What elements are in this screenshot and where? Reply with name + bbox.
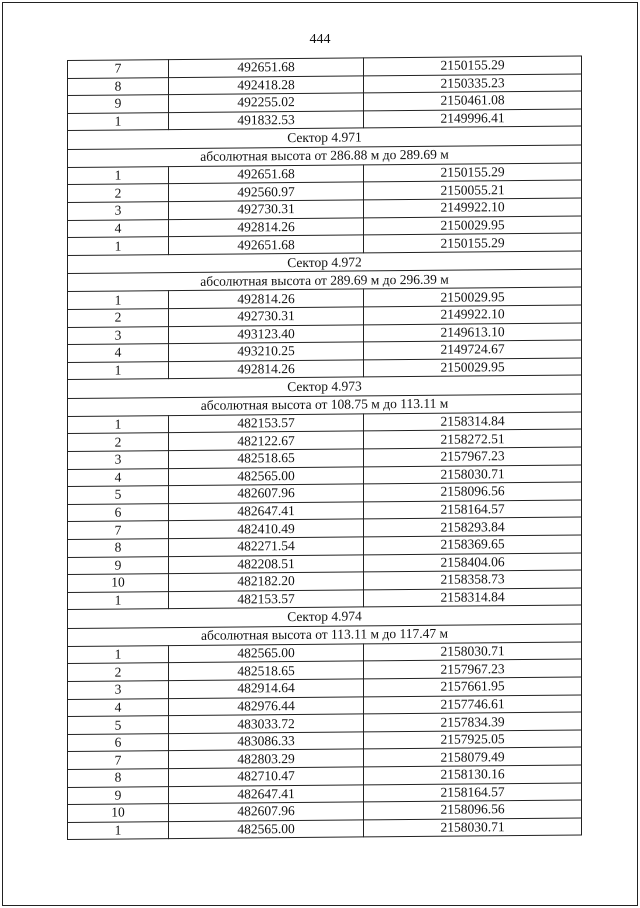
point-number-cell: 7	[68, 60, 169, 78]
point-number-cell: 1	[68, 237, 169, 255]
y-coordinate-cell: 2158030.71	[364, 642, 582, 661]
point-number-cell: 1	[68, 645, 169, 663]
point-number-cell: 1	[68, 821, 169, 839]
x-coordinate-cell: 482153.57	[169, 414, 364, 433]
x-coordinate-cell: 482153.57	[169, 590, 364, 609]
y-coordinate-cell: 2149724.67	[364, 340, 582, 359]
point-number-cell: 9	[68, 556, 169, 574]
y-coordinate-cell: 2157661.95	[364, 677, 582, 696]
x-coordinate-cell: 482647.41	[169, 785, 364, 804]
x-coordinate-cell: 482647.41	[169, 502, 364, 521]
x-coordinate-cell: 482710.47	[169, 767, 364, 786]
y-coordinate-cell: 2150461.08	[364, 91, 582, 110]
point-number-cell: 1	[68, 415, 169, 433]
x-coordinate-cell: 482607.96	[169, 484, 364, 503]
y-coordinate-cell: 2150155.29	[364, 233, 582, 252]
x-coordinate-cell: 482182.20	[169, 572, 364, 591]
x-coordinate-cell: 482565.00	[169, 644, 364, 663]
y-coordinate-cell: 2157746.61	[364, 695, 582, 714]
sector-altitude: абсолютная высота от 286.88 м до 289.69 м	[68, 145, 582, 167]
point-number-cell: 5	[68, 716, 169, 734]
y-coordinate-cell: 2150029.95	[364, 287, 582, 306]
y-coordinate-cell: 2149922.10	[364, 305, 582, 324]
y-coordinate-cell: 2157925.05	[364, 730, 582, 749]
x-coordinate-cell: 483033.72	[169, 714, 364, 733]
point-number-cell: 3	[68, 202, 169, 220]
point-number-cell: 10	[68, 574, 169, 592]
sector-altitude: абсолютная высота от 289.69 м до 296.39 м	[68, 269, 582, 291]
x-coordinate-cell: 482607.96	[169, 802, 364, 821]
y-coordinate-cell: 2158272.51	[364, 429, 582, 448]
y-coordinate-cell: 2158096.56	[364, 800, 582, 819]
point-number-cell: 6	[68, 503, 169, 521]
x-coordinate-cell: 492730.31	[169, 307, 364, 326]
point-number-cell: 2	[68, 433, 169, 451]
y-coordinate-cell: 2158096.56	[364, 482, 582, 501]
x-coordinate-cell: 492814.26	[169, 360, 364, 379]
y-coordinate-cell: 2158164.57	[364, 500, 582, 519]
x-coordinate-cell: 482122.67	[169, 431, 364, 450]
x-coordinate-cell: 482410.49	[169, 519, 364, 538]
y-coordinate-cell: 2149922.10	[364, 198, 582, 217]
point-number-cell: 8	[68, 539, 169, 557]
table-row	[68, 818, 582, 840]
point-number-cell: 2	[68, 184, 169, 202]
point-number-cell: 1	[68, 591, 169, 609]
x-coordinate-cell: 482803.29	[169, 749, 364, 768]
point-number-cell: 1	[68, 291, 169, 309]
y-coordinate-cell: 2149613.10	[364, 323, 582, 342]
sector-title: Сектор 4.973	[68, 375, 582, 398]
x-coordinate-cell: 493210.25	[169, 342, 364, 361]
point-number-cell: 3	[68, 326, 169, 344]
point-number-cell: 6	[68, 733, 169, 751]
point-number-cell: 1	[68, 361, 169, 379]
y-coordinate-cell: 2157967.23	[364, 447, 582, 466]
point-number-cell: 4	[68, 219, 169, 237]
y-coordinate-cell: 2158314.84	[364, 412, 582, 431]
y-coordinate-cell: 2150155.29	[364, 163, 582, 182]
point-number-cell: 3	[68, 451, 169, 469]
y-coordinate-cell: 2158030.71	[364, 818, 582, 837]
point-number-cell: 2	[68, 663, 169, 681]
point-number-cell: 8	[68, 77, 169, 95]
point-number-cell: 2	[68, 309, 169, 327]
x-coordinate-cell: 483086.33	[169, 732, 364, 751]
y-coordinate-cell: 2158164.57	[364, 783, 582, 802]
point-number-cell: 9	[68, 95, 169, 113]
coordinates-table	[67, 56, 582, 841]
x-coordinate-cell: 493123.40	[169, 324, 364, 343]
x-coordinate-cell: 492814.26	[169, 218, 364, 237]
sector-altitude: абсолютная высота от 113.11 м до 117.47 м	[68, 624, 582, 646]
y-coordinate-cell: 2158404.06	[364, 553, 582, 572]
y-coordinate-cell: 2150029.95	[364, 216, 582, 235]
point-number-cell: 7	[68, 521, 169, 539]
y-coordinate-cell: 2149996.41	[364, 109, 582, 128]
x-coordinate-cell: 482518.65	[169, 449, 364, 468]
x-coordinate-cell: 491832.53	[169, 111, 364, 130]
y-coordinate-cell: 2158079.49	[364, 747, 582, 766]
y-coordinate-cell: 2158358.73	[364, 570, 582, 589]
y-coordinate-cell: 2157967.23	[364, 659, 582, 678]
x-coordinate-cell: 482565.00	[169, 467, 364, 486]
y-coordinate-cell: 2150055.21	[364, 180, 582, 199]
point-number-cell: 1	[68, 112, 169, 130]
x-coordinate-cell: 492730.31	[169, 200, 364, 219]
y-coordinate-cell: 2158314.84	[364, 588, 582, 607]
x-coordinate-cell: 482208.51	[169, 554, 364, 573]
point-number-cell: 3	[68, 681, 169, 699]
point-number-cell: 10	[68, 804, 169, 822]
x-coordinate-cell: 492418.28	[169, 76, 364, 95]
x-coordinate-cell: 492560.97	[169, 182, 364, 201]
x-coordinate-cell: 492814.26	[169, 289, 364, 308]
sector-title: Сектор 4.972	[68, 251, 582, 274]
x-coordinate-cell: 482914.64	[169, 679, 364, 698]
y-coordinate-cell: 2150155.29	[364, 56, 582, 75]
y-coordinate-cell: 2157834.39	[364, 712, 582, 731]
x-coordinate-cell: 482976.44	[169, 697, 364, 716]
y-coordinate-cell: 2150335.23	[364, 74, 582, 93]
y-coordinate-cell: 2158030.71	[364, 465, 582, 484]
x-coordinate-cell: 492651.68	[169, 58, 364, 77]
point-number-cell: 1	[68, 166, 169, 184]
x-coordinate-cell: 482271.54	[169, 537, 364, 556]
point-number-cell: 9	[68, 786, 169, 804]
x-coordinate-cell: 482565.00	[169, 820, 364, 839]
y-coordinate-cell: 2158130.16	[364, 765, 582, 784]
sector-title: Сектор 4.974	[68, 605, 582, 628]
coordinates-table-body	[68, 56, 582, 840]
x-coordinate-cell: 492651.68	[169, 165, 364, 184]
sector-title: Сектор 4.971	[68, 126, 582, 149]
x-coordinate-cell: 492651.68	[169, 235, 364, 254]
page-number: 444	[309, 32, 331, 47]
point-number-cell: 4	[68, 698, 169, 716]
x-coordinate-cell: 482518.65	[169, 661, 364, 680]
point-number-cell: 4	[68, 468, 169, 486]
point-number-cell: 7	[68, 751, 169, 769]
x-coordinate-cell: 492255.02	[169, 93, 364, 112]
point-number-cell: 5	[68, 486, 169, 504]
y-coordinate-cell: 2158293.84	[364, 517, 582, 536]
sector-altitude: абсолютная высота от 108.75 м до 113.11 м	[68, 394, 582, 416]
point-number-cell: 4	[68, 344, 169, 362]
point-number-cell: 8	[68, 769, 169, 787]
y-coordinate-cell: 2158369.65	[364, 535, 582, 554]
y-coordinate-cell: 2150029.95	[364, 358, 582, 377]
